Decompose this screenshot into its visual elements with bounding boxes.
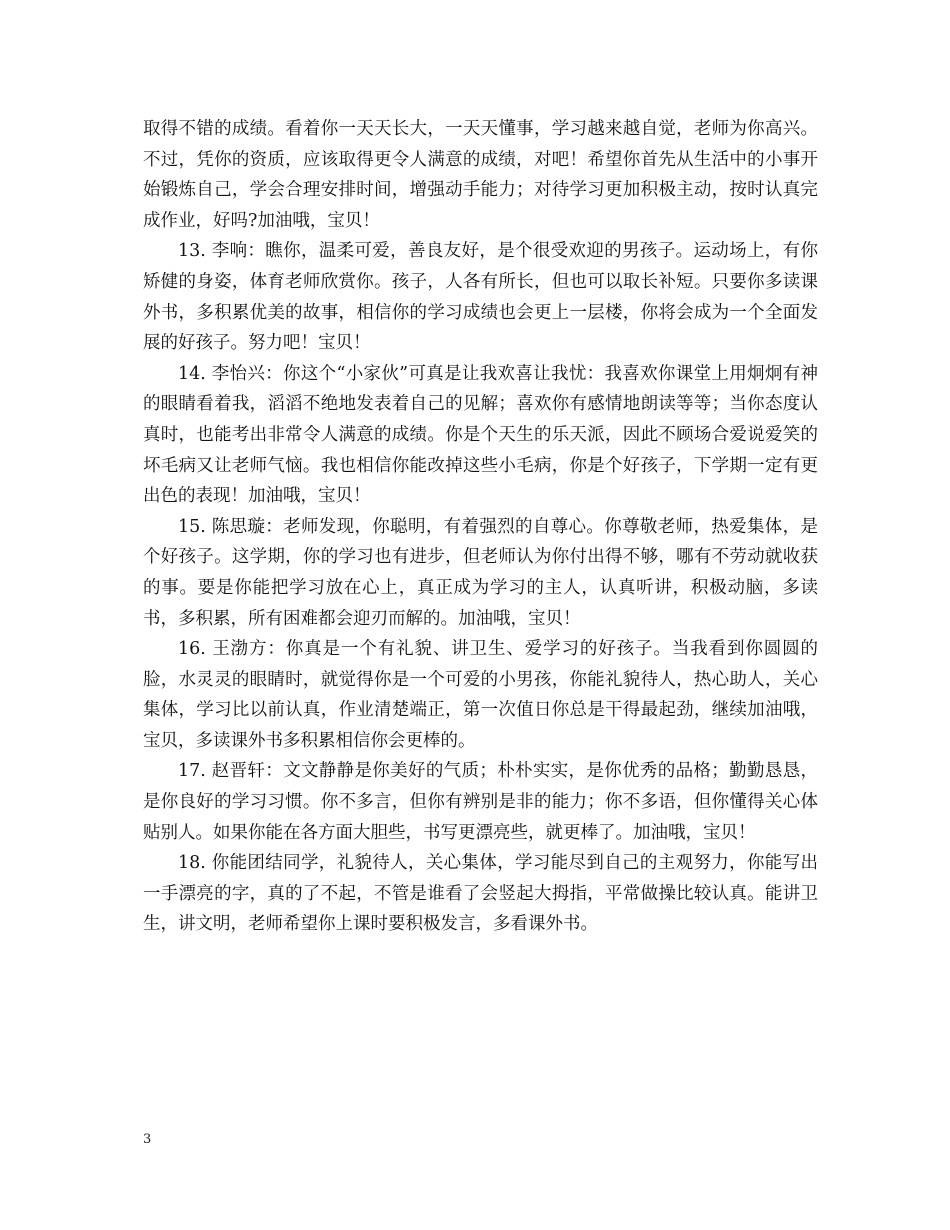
paragraph-comment-17: 17. 赵晋轩：文文静静是你美好的气质；朴朴实实，是你优秀的品格；勤勤恳恳，是你良好的学习习惯。你不多言，但你有辨别是非的能力；你不多语，但你懂得关心体贴别人。如果你能在各方面大胆些，书写更漂亮些，就更棒了。加油哦，宝贝！ (143, 761, 818, 843)
paragraph-continuation: 取得不错的成绩。看着你一天天长大，一天天懂事，学习越来越自觉，老师为你高兴。不过，凭你的资质，应该取得更令人满意的成绩，对吧！希望你首先从生活中的小事开始锻炼自己，学会合理安排时间，增强动手能力；对待学习更加积极主动，按时认真完成作业，好吗?加油哦，宝贝！ (143, 119, 818, 231)
paragraph-comment-15: 15. 陈思璇：老师发现，你聪明，有着强烈的自尊心。你尊敬老师，热爱集体，是个好孩子。这学期，你的学习也有进步，但老师认为你付出得不够，哪有不劳动就收获的事。要是你能把学习放在心上，真正成为学习的主人，认真听讲，积极动脑，多读书，多积累，所有困难都会迎刃而解的。加油哦，宝贝！ (143, 516, 818, 629)
paragraph-comment-13: 13. 李响：瞧你，温柔可爱，善良友好，是个很受欢迎的男孩子。运动场上，有你矫健的身姿，体育老师欣赏你。孩子，人各有所长，但也可以取长补短。只要你多读课外书，多积累优美的故事，相信你的学习成绩也会更上一层楼，你将会成为一个全面发展的好孩子。努力吧！宝贝！ (143, 241, 818, 354)
paragraph-comment-14: 14. 李怡兴：你这个“小家伙”可真是让我欢喜让我忧：我喜欢你课堂上用炯炯有神的眼睛看着我，滔滔不绝地发表着自己的见解；喜欢你有感情地朗读等等；当你态度认真时，也能考出非常令人满意的成绩。你是个天生的乐天派，因此不顾场合爱说爱笑的坏毛病又让老师气恼。我也相信你能改掉这些小毛病，你是个好孩子，下学期一定有更出色的表现！加油哦，宝贝！ (143, 363, 818, 507)
page-number: 3 (143, 1132, 152, 1147)
document-body (143, 114, 818, 940)
paragraph-comment-16: 16. 王渤方：你真是一个有礼貌、讲卫生、爱学习的好孩子。当我看到你圆圆的脸，水灵灵的眼睛时，就觉得你是一个可爱的小男孩，你能礼貌待人，热心助人，关心集体，学习比以前认真，作业清楚端正，第一次值日你总是干得最起劲，继续加油哦，宝贝，多读课外书多积累相信你会更棒的。 (143, 639, 818, 751)
paragraph-comment-18: 18. 你能团结同学，礼貌待人，关心集体，学习能尽到自己的主观努力，你能写出一手漂亮的字，真的了不起，不管是谁看了会竖起大拇指，平常做操比较认真。能讲卫生，讲文明，老师希望你上课时要积极发言，多看课外书。 (143, 853, 818, 935)
